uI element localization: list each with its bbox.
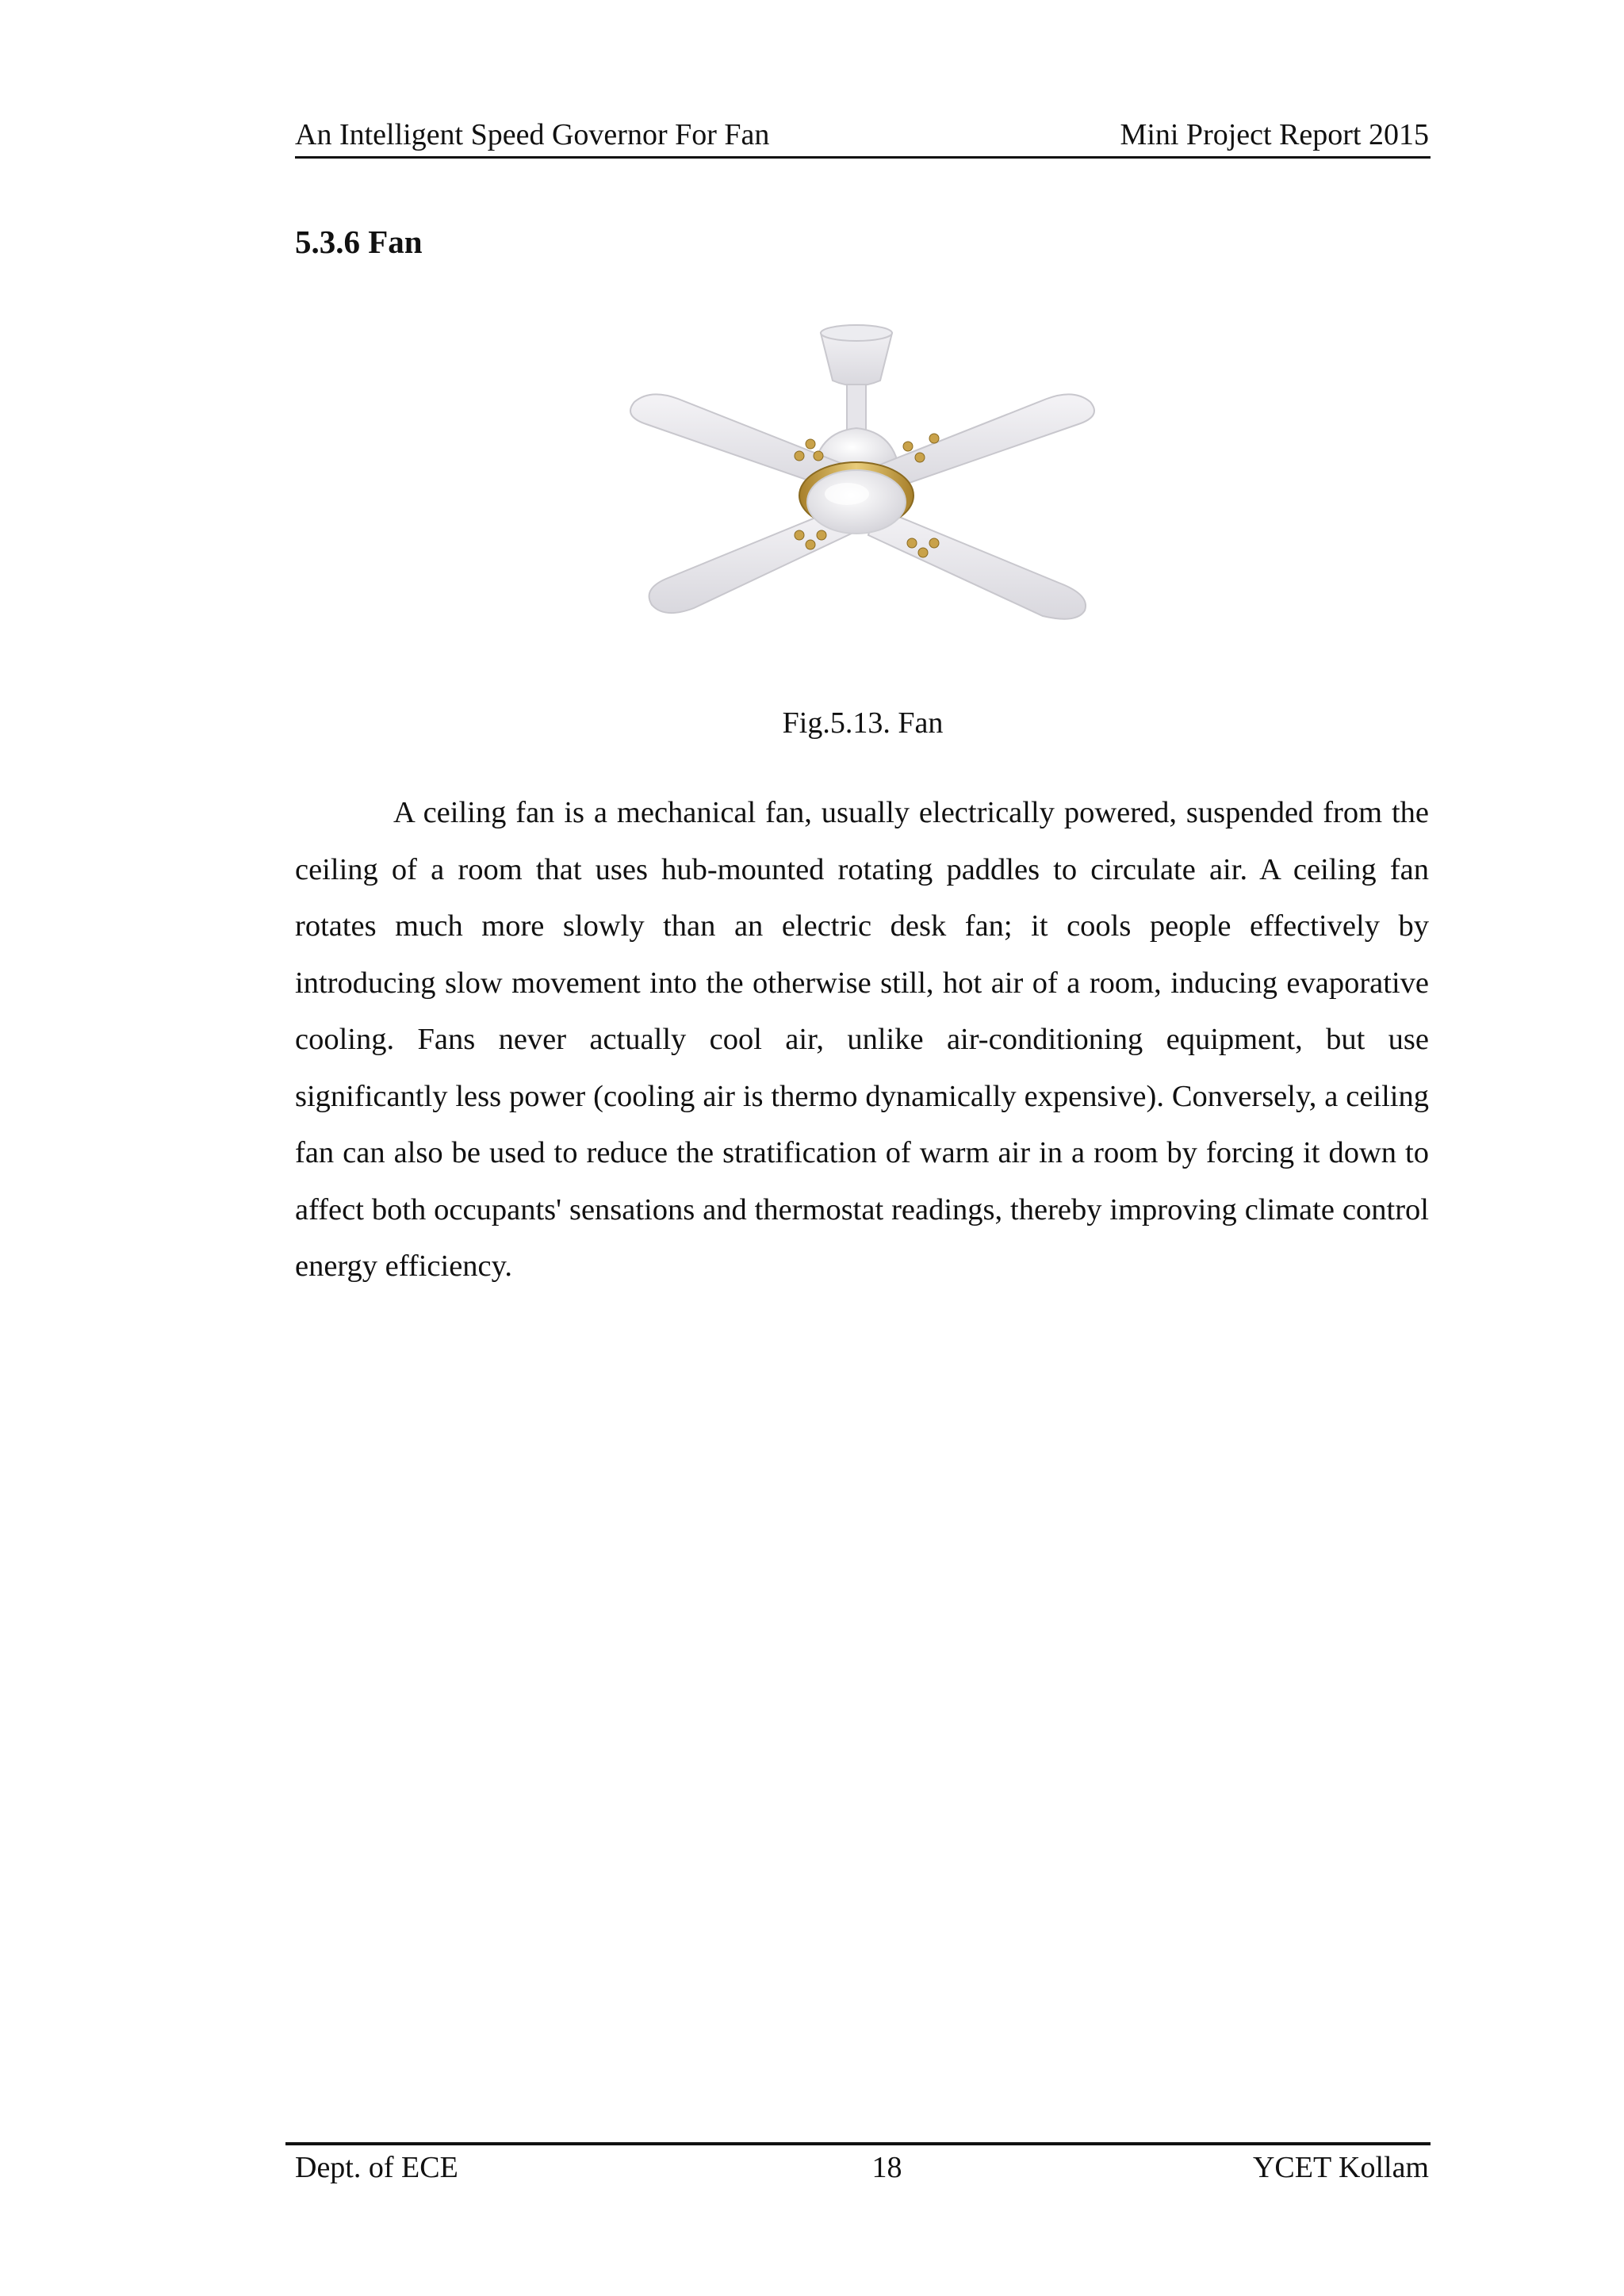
footer-department: Dept. of ECE [295,2151,458,2184]
header-rule [295,156,1431,159]
header-title: An Intelligent Speed Governor For Fan [295,118,770,151]
page-number: 18 [871,2151,902,2184]
ceiling-fan-icon [603,305,1110,670]
figure-caption: Fig.5.13. Fan [782,706,944,740]
page-footer [295,2144,1429,2191]
ceiling-fan-figure [603,305,1110,670]
header-report-label: Mini Project Report 2015 [1120,118,1429,151]
figure-caption-wrapper [0,699,1624,747]
page-header [295,111,1429,159]
body-paragraph: A ceiling fan is a mechanical fan, usually electrically powered, suspended from the ceiling of a room that uses hub-mounted rotating paddles to circulate air. A ceiling fan rotates much more slowly than an electric desk fan; it cools people effectively by introducing slow movement into the otherwise still, hot air of a room, inducing evaporative cooling. Fans never actually cool air, unlike air-conditioning equipment, but use significantly less power (cooling air is thermo dynamically expensive). Conversely, a ceiling fan can also be used to reduce the stratification of warm air in a room by forcing it down to affect both occupants' sensations and thermostat readings, thereby improving climate control energy efficiency. [295,796,1429,1283]
footer-institution: YCET Kollam [1252,2151,1429,2184]
section-heading: 5.3.6 Fan [295,224,423,260]
